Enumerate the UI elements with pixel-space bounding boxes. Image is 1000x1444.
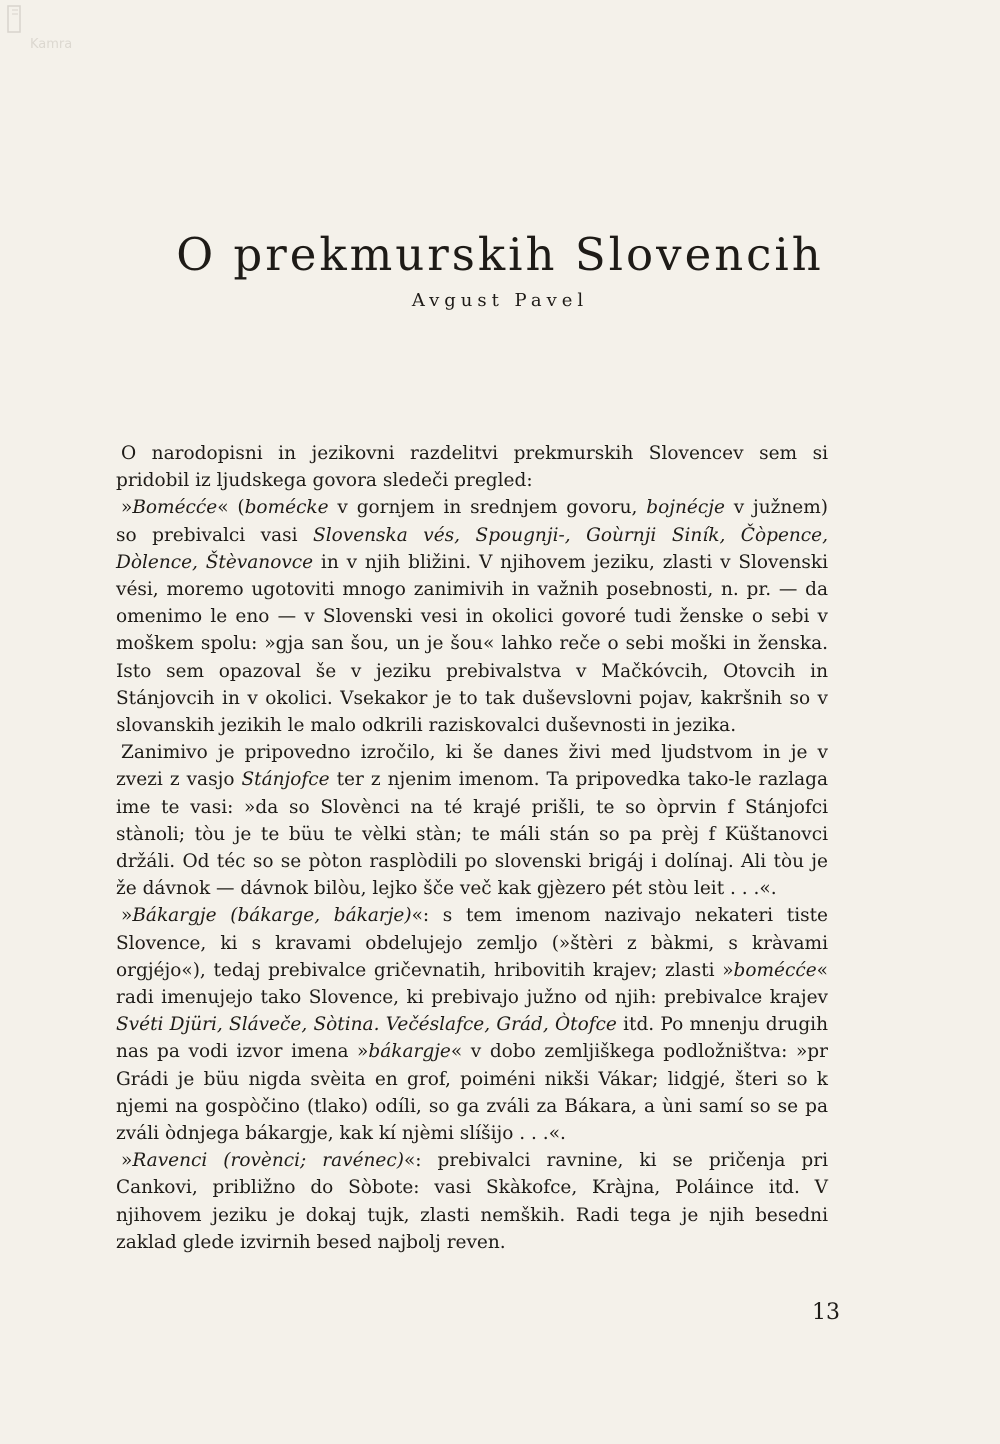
paragraph [116,494,828,739]
text-run: «: prebivalci ravnine, ki se pričenja pri Cankovi, približno do Sòbote: vasi Skàkofce, Kràjna, Poláince itd. V njihovem jeziku je dokaj tujk, zlasti nemških. Radi tega je njih besedni zaklad glede izvirnih besed najbolj reven. [116,1150,828,1253]
italic-run: bomécće [733,959,817,981]
text-run: in v njih bližini. V njihovem jeziku, zlasti v Slovenski vési, moremo ugotoviti mnogo zanimivih in važnih posebnosti, n. pr. — da omenimo le eno — v Slovenski vesi in okolici govoré tudi ženske o sebi v moškem spolu: »gja san šou, un je šou« lahko reče o sebi moški in ženska. Isto sem opazoval še v jeziku prebivalstva v Mačkóvcih, Otovcih in Stánjovcih in v okolici. Vsekakor je to tak duševslovni pojav, kakršnih so v slovanskih jezikih le malo odkrili raziskovalci duševnosti in jezika. [116,551,828,737]
paragraph [116,1147,828,1256]
author-name: Avgust Pavel [411,290,589,311]
italic-run: Stánjofce [241,769,330,791]
paragraph [116,440,828,494]
paragraph [116,902,828,1147]
italic-run: Ravenci (rovènci; ravénec) [132,1150,404,1172]
text-run: v gornjem in srednjem govoru, [328,497,647,519]
paragraph [116,739,828,902]
italic-run: Svéti Djüri, Sláveče, Sòtina. Večéslafce, Grád, Òtofce [116,1014,617,1036]
page-title: O prekmurskih Slovencih [176,228,824,281]
text-run: » [121,497,133,519]
italic-run: bákargje [368,1041,451,1063]
page-number: 13 [812,1300,840,1325]
text-run: «: s tem imenom nazivajo nekateri tiste Slovence, ki s kravami obdelujejo zemljo (»štèri z bàkmi, s kràvami orgjéjo«), tedaj prebivalce gričevnatih, hribovitih krajev; zlasti » [116,905,828,981]
text-run: O narodopisni in jezikovni razdelitvi prekmurskih Slovencev sem si pridobil iz ljudskega govora sledeči pregled: [116,443,828,492]
italic-run: bojnécje [646,497,725,519]
italic-run: Bákargje (bákarge, bákarje) [132,905,412,927]
svg-text:Kamra: Kamra [30,37,73,52]
article-body [116,440,828,1256]
text-run: » [121,905,133,927]
italic-run: Bomécće [132,497,218,519]
text-run: itd. Po mnenju drugih nas pa vodi izvor imena » [116,1014,828,1063]
text-run: v južnem) so prebivalci vasi [116,497,829,546]
text-run: » [121,1150,133,1172]
italic-run: Slovenska vés, Spougnji-, Goùrnji Siník, Čòpence, Dòlence, Štèvanovce [116,524,828,573]
italic-run: bomécke [244,497,329,519]
text-run: « ( [217,497,245,519]
text-run: « v dobo zemljiškega podložništva: »pr Grádi je büu nigda svèita en grof, poiméni nikši Vákar; lidgjé, šteri so k njemi na gospòčino (tlako) odíli, so ga zváli za Bákara, a ùni samí so se pa zváli òdnjega bákargje, kak kí njèmi slíšijo . . .«. [116,1041,828,1145]
watermark-logo [0,0,120,60]
text-run: Zanimivo je pripovedno izročilo, ki še danes živi med ljudstvom in je v zvezi z vasjo [116,742,828,791]
text-run: « radi imenujejo tako Slovence, ki prebivajo južno od njih: prebivalce krajev [116,959,828,1009]
text-run: ter z njenim imenom. Ta pripovedka tako-le razlaga ime te vasi: »da so Slovènci na té krajé prišli, te so òprvin f Stánjofci stànoli; tòu je te büu te vèlki stàn; te máli stán so pa prèj f Küštanovci držáli. Od téc so se pòton rasplòdili po slovenski brigáj i dolínaj. Ali tòu je že dávnok — dávnok bilòu, lejko šče več kak gjèzero pét stòu leit . . .«. [116,769,828,900]
